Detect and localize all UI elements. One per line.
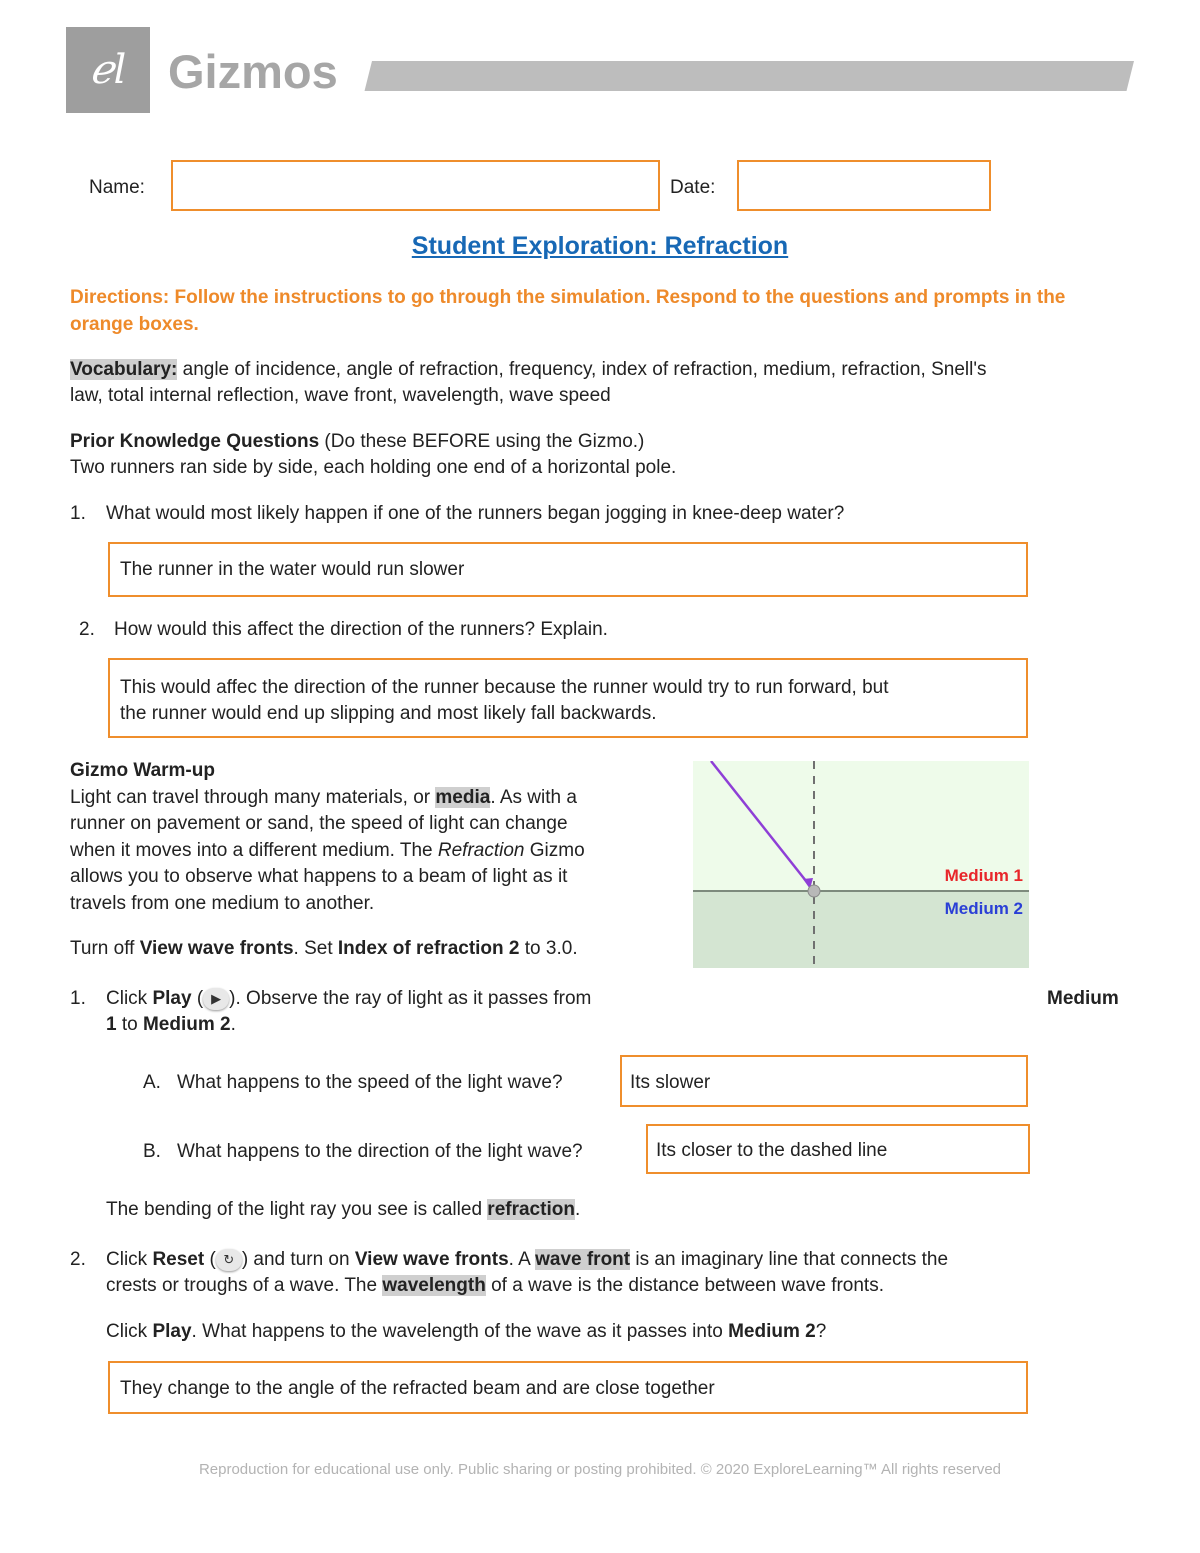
turnoff-a: Turn off [70,938,140,959]
question-b-text: What happens to the direction of the light wave? [177,1141,583,1162]
refraction-definition [106,1197,580,1223]
answer-a-box[interactable] [620,1055,1028,1107]
step-2-e: . A [508,1249,536,1270]
step-1-number: 1. [70,988,86,1009]
view-wave-fronts-term: View wave fronts [139,938,294,959]
question-1-number: 1. [70,503,86,524]
media-term: media [435,786,491,808]
header-bar [365,61,1134,91]
warmup-text-5: travels from one medium to another. [70,892,375,914]
step-1-b: ( [191,988,204,1009]
brand-name: Gizmos [168,45,338,98]
step-2-g: is an imaginary line that connects the [630,1249,949,1270]
step-2-text [106,1247,1086,1299]
refraction-gizmo-name: Refraction [437,839,525,861]
bend-c: . [574,1199,581,1220]
turnoff-e: to 3.0. [519,938,578,959]
wave-front-term: wave front [535,1249,631,1270]
vocabulary-terms-line1: angle of incidence, angle of refraction, frequency, index of refraction, medium, refraction, Snell's [177,359,987,380]
question-2-text: How would this affect the direction of the runners? Explain. [114,619,608,640]
warmup-text-3a: when it moves into a different medium. The [70,839,438,861]
step-1-a: Click [106,988,153,1009]
answer-2-box[interactable] [108,658,1028,738]
medium-2-label: Medium 2 [944,899,1023,918]
answer-2-line2: the runner would end up slipping and most likely fall backwards. [120,703,657,724]
step-2-b: ( [204,1249,216,1270]
warmup-text-2: runner on pavement or sand, the speed of light can change [70,813,568,835]
medium-2-term-2: Medium 2 [728,1321,816,1342]
step-2-click-a: Click [106,1321,153,1342]
vocabulary-section [70,357,1130,409]
step-1-line2-b: to [116,1014,143,1035]
play-term-2: Play [152,1321,192,1342]
step-2-line2-c: of a wave is the distance between wave fronts. [485,1275,884,1296]
answer-b-box[interactable] [646,1124,1030,1174]
question-2-number: 2. [79,619,95,640]
vocabulary-label: Vocabulary: [70,359,178,380]
question-a-text: What happens to the speed of the light wave? [177,1072,563,1093]
play-term: Play [152,988,192,1009]
prior-heading: Prior Knowledge Questions [70,431,320,452]
step-1-line2-d: . [230,1014,236,1035]
step-2-a: Click [106,1249,153,1270]
warmup-section [70,758,670,918]
step-2-click-c: . What happens to the wavelength of the wave as it passes into [191,1321,729,1342]
answer-1-text: The runner in the water would run slower [120,559,465,580]
step-2-question [106,1319,826,1345]
turnoff-c: . Set [293,938,338,959]
step-2-number: 2. [70,1249,86,1270]
medium-1-label: Medium 1 [944,866,1023,885]
answer-step-2-text: They change to the angle of the refracted beam and are close together [120,1378,715,1399]
turnoff-instruction [70,936,578,962]
answer-a-text: Its slower [630,1072,711,1093]
vocabulary-terms-line2: law, total internal reflection, wave front, wavelength, wave speed [70,385,611,406]
refraction-term: refraction [487,1199,575,1220]
step-1-line2 [106,1012,236,1038]
step-2-click-e: ? [815,1321,827,1342]
name-label: Name: [89,177,145,198]
step-1-text [106,986,591,1012]
name-field[interactable] [171,160,660,211]
view-wave-fronts-term-2: View wave fronts [354,1249,509,1270]
step-1-line2-a: 1 [106,1014,117,1035]
warmup-text-4: allows you to observe what happens to a beam of light as it [70,866,568,888]
date-field[interactable] [737,160,991,211]
question-a-label: A. [143,1072,161,1093]
date-label: Date: [670,177,716,198]
answer-2-line1: This would affec the direction of the runner because the runner would try to run forward, but [120,677,889,698]
prior-heading-note: (Do these BEFORE using the Gizmo.) [319,431,645,452]
step-2-line2-a: crests or troughs of a wave. The [106,1275,383,1296]
wavelength-term: wavelength [382,1275,486,1296]
ray-source-point [808,885,820,897]
answer-b-text: Its closer to the dashed line [656,1140,888,1161]
warmup-text-3b: Gizmo [524,839,585,861]
medium-2-term: Medium 2 [142,1014,231,1035]
answer-1-box[interactable] [108,542,1028,597]
directions-text: Directions: Follow the instructions to go through the simulation. Respond to the questions and prompts in the orange boxes. [70,287,1066,335]
warmup-text-1a: Light can travel through many materials, or [70,786,436,808]
answer-step-2-box[interactable] [108,1361,1028,1414]
question-1-text: What would most likely happen if one of the runners began jogging in knee-deep water? [106,503,845,524]
prior-knowledge-section [70,429,1130,481]
index-of-refraction-term: Index of refraction 2 [337,938,520,959]
prior-intro: Two runners ran side by side, each holding one end of a horizontal pole. [70,457,677,478]
step-2-c: ) and turn on [241,1249,355,1270]
step-1-c: ). Observe the ray of light as it passes from [229,988,592,1009]
page-title: Student Exploration: Refraction [411,232,789,260]
question-b-label: B. [143,1141,161,1162]
reset-term: Reset [152,1249,205,1270]
warmup-text-1b: . As with a [490,786,577,808]
refraction-simulation-image [693,761,1029,968]
warmup-heading: Gizmo Warm-up [70,760,215,781]
play-icon: ▶ [203,988,229,1010]
footer-copyright: Reproduction for educational use only. Public sharing or posting prohibited. © 2020 ExploreLearning™ All rights reserved [198,1461,1002,1478]
reset-icon: ↻ [216,1249,242,1271]
step-1-medium-word: Medium [1047,988,1119,1009]
bend-a: The bending of the light ray you see is called [106,1199,488,1220]
explorelearning-logo-icon: ℯl [89,47,127,93]
